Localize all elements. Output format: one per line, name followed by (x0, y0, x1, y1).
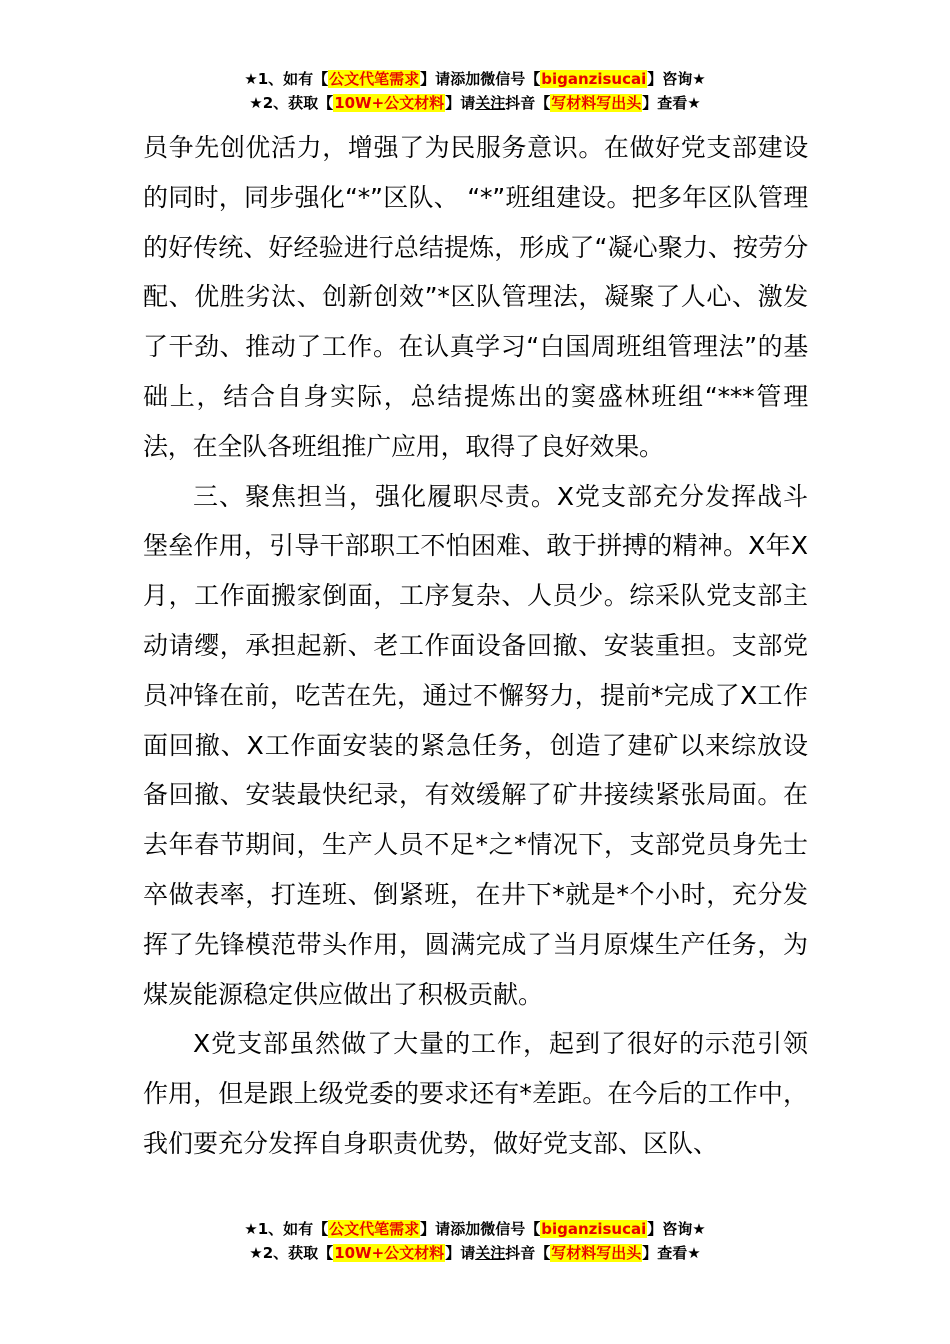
banner-text: 】请 (445, 1244, 476, 1262)
banner-text: 抖音【 (505, 94, 551, 112)
banner-text: ★1、如有【 (244, 1220, 329, 1238)
banner-text: 】咨询★ (647, 1220, 706, 1238)
banner-text: 微信号【 (480, 1220, 541, 1238)
highlight-materials: 10W+公文材料 (334, 1244, 445, 1262)
highlight-douyin-account: 写材料写出头 (551, 1244, 642, 1262)
banner-text: 】请 (420, 70, 451, 88)
paragraph-2: 三、聚焦担当，强化履职尽责。X党支部充分发挥战斗堡垒作用，引导干部职工不怕困难、敢于拼搏的精神。X年X月，工作面搬家倒面，工序复杂、人员少。综采队党支部主动请缨，承担起新、老工作面设备回撤、安装重担。支部党员冲锋在前，吃苦在先，通过不懈努力，提前*完成了X工作面回撤、X工作面安装的紧急任务，创造了建矿以来综放设备回撤、安装最快纪录，有效缓解了矿井接续紧张局面。在去年春节期间，生产人员不足*之*情况下，支部党员身先士卒做表率，打连班、倒紧班，在井下*就是*个小时，充分发挥了先锋模范带头作用，圆满完成了当月原煤生产任务，为煤炭能源稳定供应做出了积极贡献。 (143, 481, 808, 1009)
highlight-wechat-id: biganzisucai (541, 70, 647, 88)
banner-text: 】查看★ (642, 1244, 701, 1262)
paragraph-1: 员争先创优活力，增强了为民服务意识。在做好党支部建设的同时，同步强化“*”区队、 “*”班组建设。把多年区队管理的好传统、好经验进行总结提炼，形成了“凝心聚力、按劳分配、优胜劣汰、创新创效”*区队管理法，凝聚了人心、激发了干劲、推动了工作。在认真学习“白国周班组管理法”的基础上，结合自身实际，总结提炼出的窦盛林班组“***管理法，在全队各班组推广应用，取得了良好效果。 (143, 133, 808, 461)
banner-text: 】咨询★ (647, 70, 706, 88)
banner-line-1 (0, 67, 950, 91)
banner-line-1 (0, 1217, 950, 1241)
document-body (143, 123, 808, 1169)
footer-banner (0, 1217, 950, 1265)
highlight-service: 公文代笔需求 (329, 1220, 420, 1238)
banner-text: 抖音【 (505, 1244, 551, 1262)
highlight-materials: 10W+公文材料 (334, 94, 445, 112)
banner-text: ★2、获取【 (249, 94, 334, 112)
highlight-wechat-id: biganzisucai (541, 1220, 647, 1238)
banner-text: ★1、如有【 (244, 70, 329, 88)
banner-text: 添加 (450, 1220, 481, 1238)
banner-text: 】请 (445, 94, 476, 112)
highlight-service: 公文代笔需求 (329, 70, 420, 88)
highlight-douyin-account: 写材料写出头 (551, 94, 642, 112)
banner-text: 】查看★ (642, 94, 701, 112)
header-banner (0, 67, 950, 115)
banner-text: 添加 (450, 70, 481, 88)
banner-text: ★2、获取【 (249, 1244, 334, 1262)
banner-text: 】请 (420, 1220, 451, 1238)
banner-line-2 (0, 1241, 950, 1265)
banner-text: 微信号【 (480, 70, 541, 88)
banner-text: 关注 (475, 1244, 506, 1262)
paragraph-3: X党支部虽然做了大量的工作，起到了很好的示范引领作用，但是跟上级党委的要求还有*差距。在今后的工作中，我们要充分发挥自身职责优势，做好党支部、区队、 (143, 1029, 808, 1158)
banner-line-2 (0, 91, 950, 115)
banner-text: 关注 (475, 94, 506, 112)
